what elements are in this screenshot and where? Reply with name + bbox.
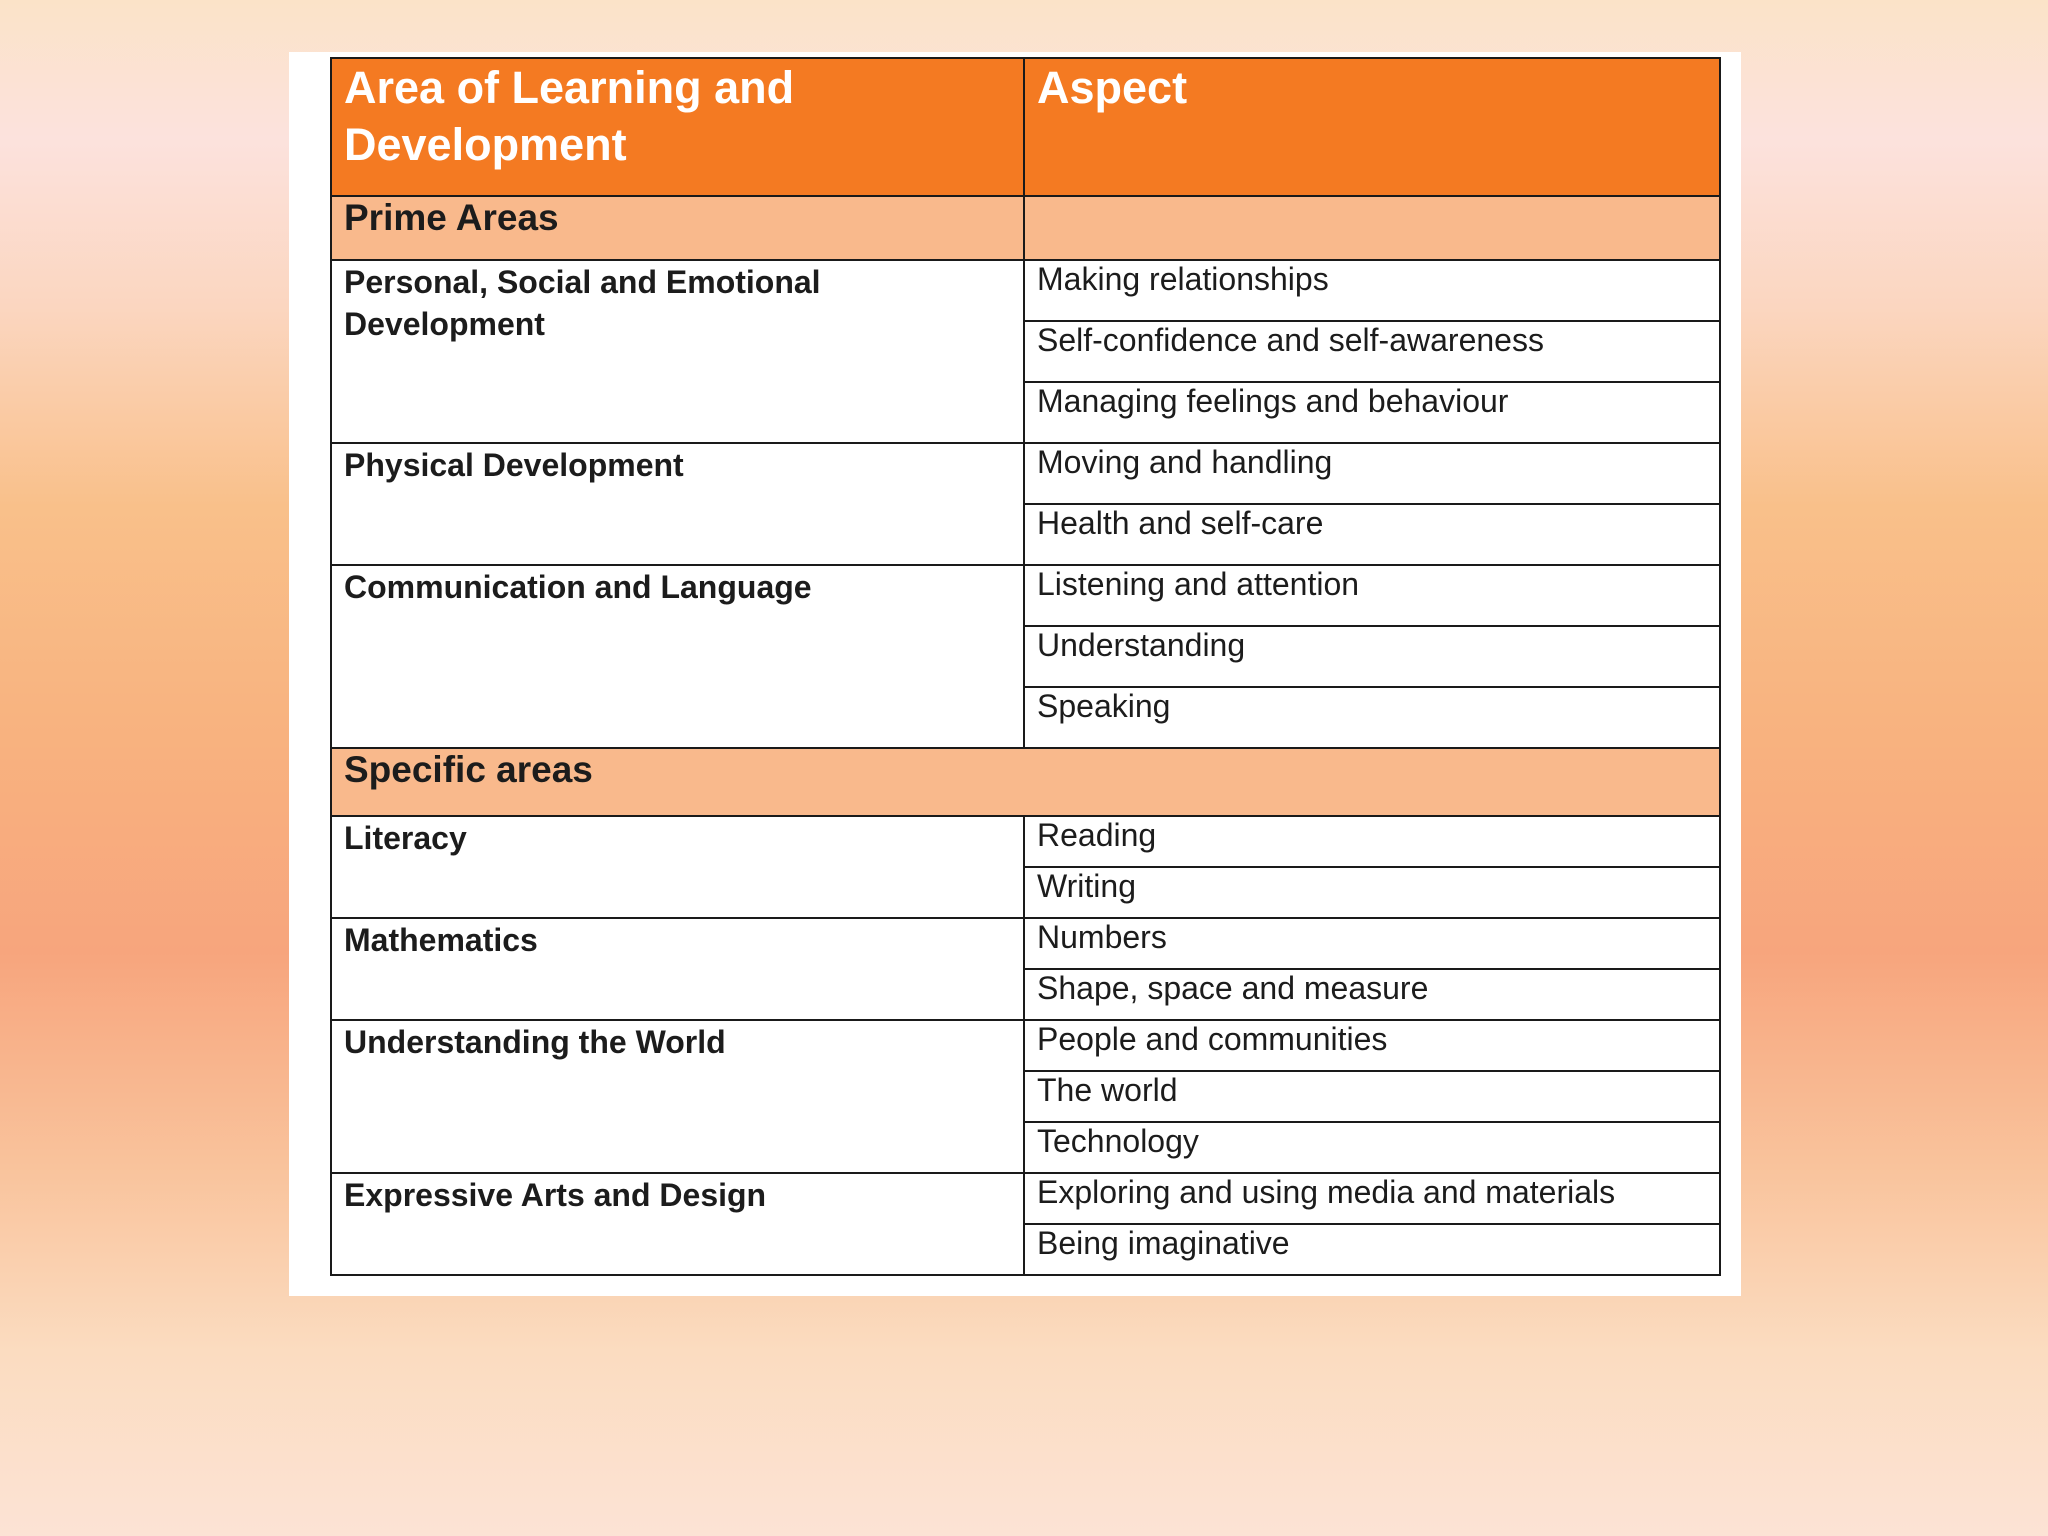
aspect-cell: Managing feelings and behaviour <box>1024 382 1720 443</box>
aspect-cell: Listening and attention <box>1024 565 1720 626</box>
table-header-row <box>331 58 1720 196</box>
aspect-cell: Understanding <box>1024 626 1720 687</box>
aspect-cell: Shape, space and measure <box>1024 969 1720 1020</box>
learning-areas-table <box>330 57 1721 1276</box>
section-row-specific-areas <box>331 748 1720 816</box>
area-cell-personal-social-emotional: Personal, Social and Emotional Development <box>331 260 1024 443</box>
aspect-cell: Exploring and using media and materials <box>1024 1173 1720 1224</box>
table-row <box>331 565 1720 626</box>
aspect-cell: The world <box>1024 1071 1720 1122</box>
area-cell-literacy: Literacy <box>331 816 1024 918</box>
header-aspect: Aspect <box>1024 58 1720 196</box>
area-cell-communication-language: Communication and Language <box>331 565 1024 748</box>
section-title: Prime Areas <box>331 196 1024 260</box>
table-row <box>331 260 1720 321</box>
aspect-cell: Numbers <box>1024 918 1720 969</box>
section-empty-cell <box>1024 196 1720 260</box>
area-cell-physical-development: Physical Development <box>331 443 1024 565</box>
aspect-cell: Making relationships <box>1024 260 1720 321</box>
aspect-cell: Self-confidence and self-awareness <box>1024 321 1720 382</box>
table-row <box>331 1020 1720 1071</box>
area-cell-understanding-the-world: Understanding the World <box>331 1020 1024 1173</box>
aspect-cell: Speaking <box>1024 687 1720 748</box>
aspect-cell: Health and self-care <box>1024 504 1720 565</box>
aspect-cell: Moving and handling <box>1024 443 1720 504</box>
table-panel <box>289 52 1741 1296</box>
section-title: Specific areas <box>331 748 1720 816</box>
table-row <box>331 443 1720 504</box>
aspect-cell: Technology <box>1024 1122 1720 1173</box>
area-cell-expressive-arts-design: Expressive Arts and Design <box>331 1173 1024 1275</box>
area-cell-mathematics: Mathematics <box>331 918 1024 1020</box>
section-row-prime-areas <box>331 196 1720 260</box>
aspect-cell: Being imaginative <box>1024 1224 1720 1275</box>
table-row <box>331 918 1720 969</box>
header-area-of-learning: Area of Learning and Development <box>331 58 1024 196</box>
aspect-cell: Writing <box>1024 867 1720 918</box>
table-row <box>331 816 1720 867</box>
aspect-cell: People and communities <box>1024 1020 1720 1071</box>
aspect-cell: Reading <box>1024 816 1720 867</box>
table-row <box>331 1173 1720 1224</box>
